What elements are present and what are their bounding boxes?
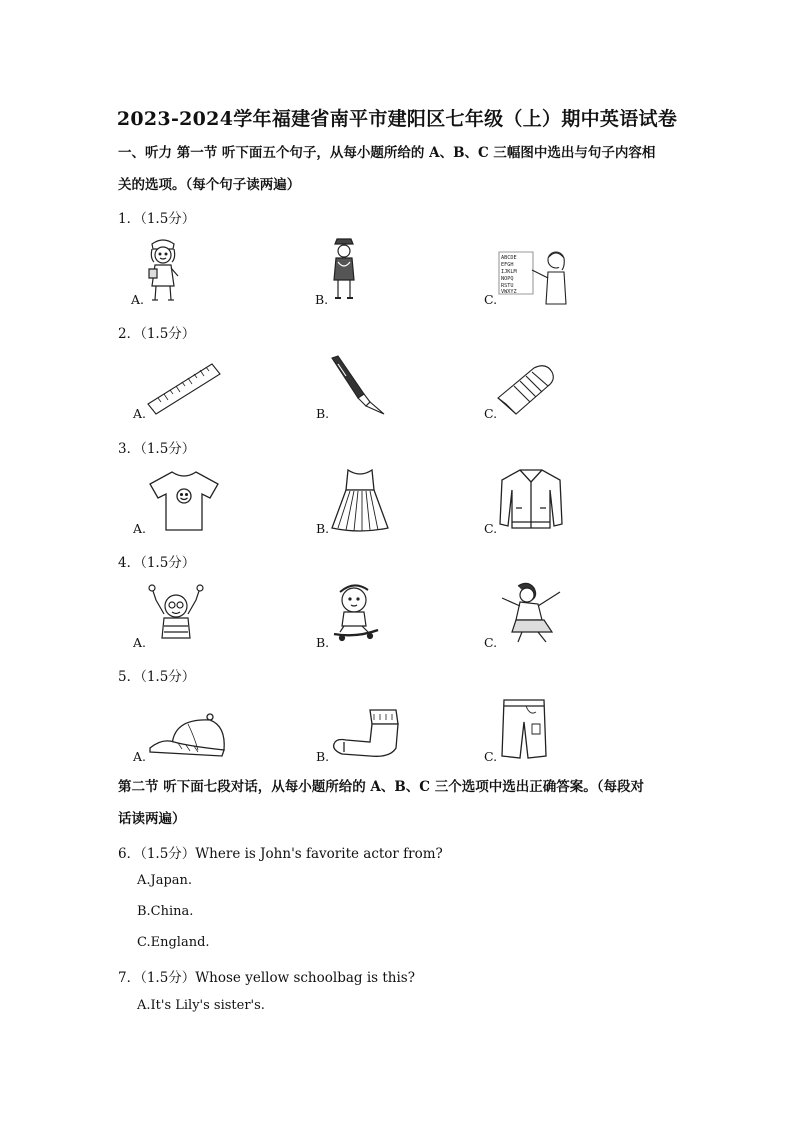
t-shirt-icon bbox=[148, 470, 220, 532]
waving-boy-icon bbox=[148, 584, 204, 640]
section2-line2: 话读两遍） bbox=[118, 811, 186, 827]
q1-option-c: C. bbox=[484, 292, 498, 307]
skateboard-girl-icon bbox=[330, 582, 382, 642]
q3-option-b: B. bbox=[316, 521, 330, 536]
question-5-label: 5．（1.5分） bbox=[118, 669, 196, 685]
svg-text:NOPQ: NOPQ bbox=[501, 276, 514, 282]
section1-line2: 关的选项。（每个句子读两遍） bbox=[118, 177, 301, 193]
q5-option-a: A. bbox=[133, 749, 147, 764]
ruler-icon bbox=[146, 362, 222, 416]
q5-option-c: C. bbox=[484, 749, 498, 764]
q2-option-b: B. bbox=[316, 406, 330, 421]
question-2-label: 2．（1.5分） bbox=[118, 326, 196, 342]
q2-option-c: C. bbox=[484, 406, 498, 421]
question-4-label: 4．（1.5分） bbox=[118, 555, 196, 571]
pants-icon bbox=[500, 698, 548, 760]
q6-option-c: C.England. bbox=[137, 935, 210, 950]
section1-line1: 一、听力 第一节 听下面五个句子，从每小题所给的 A、B、C 三幅图中选出与句子内容相 bbox=[118, 145, 656, 161]
svg-text:EFGH: EFGH bbox=[501, 262, 514, 268]
question-6-label: 6．（1.5分）Where is John's favorite actor from? bbox=[118, 846, 443, 862]
dress-icon bbox=[330, 468, 390, 532]
police-officer-icon bbox=[328, 236, 360, 304]
page-title: 2023-2024学年福建省南平市建阳区七年级（上）期中英语试卷 bbox=[116, 108, 678, 130]
q1-option-a: A. bbox=[131, 292, 145, 307]
svg-text:IJKLM: IJKLM bbox=[501, 269, 517, 275]
svg-text:VWXYZ: VWXYZ bbox=[501, 289, 517, 295]
q4-option-b: B. bbox=[316, 635, 330, 650]
cap-icon bbox=[148, 712, 228, 758]
svg-text:RSTU: RSTU bbox=[501, 283, 514, 289]
q5-option-b: B. bbox=[316, 749, 330, 764]
sock-icon bbox=[330, 708, 402, 760]
section2-line1: 第二节 听下面七段对话，从每小题所给的 A、B、C 三个选项中选出正确答案。（每段对 bbox=[118, 779, 644, 795]
q6-option-b: B.China. bbox=[137, 904, 194, 919]
question-7-label: 7．（1.5分）Whose yellow schoolbag is this? bbox=[118, 970, 415, 986]
question-1-label: 1．（1.5分） bbox=[118, 211, 196, 227]
q4-option-c: C. bbox=[484, 635, 498, 650]
q7-option-a: A.It's Lily's sister's. bbox=[137, 998, 265, 1013]
jacket-icon bbox=[498, 468, 564, 530]
nurse-icon bbox=[140, 236, 186, 304]
q3-option-a: A. bbox=[133, 521, 147, 536]
q1-option-b: B. bbox=[315, 292, 329, 307]
dancing-girl-icon bbox=[498, 582, 566, 644]
q2-option-a: A. bbox=[133, 406, 147, 421]
q3-option-c: C. bbox=[484, 521, 498, 536]
teacher-icon bbox=[498, 248, 570, 306]
pen-icon bbox=[328, 354, 388, 416]
q6-option-a: A.Japan. bbox=[137, 873, 193, 888]
question-3-label: 3．（1.5分） bbox=[118, 441, 196, 457]
svg-text:ABCDE: ABCDE bbox=[501, 255, 517, 261]
q4-option-a: A. bbox=[133, 635, 147, 650]
eraser-icon bbox=[496, 364, 556, 416]
